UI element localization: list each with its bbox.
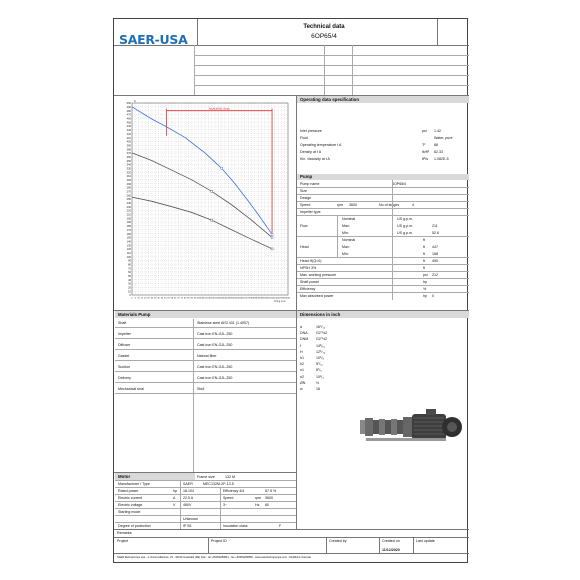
current-label: Electric current — [118, 496, 142, 500]
flow-min-value: 52.6 — [432, 231, 439, 235]
x-tick-label: 90 — [190, 297, 193, 300]
insulation-label: Insulation class — [223, 524, 248, 528]
y-tick-label: 180 — [126, 225, 131, 229]
impeller-type-label: Impeller type — [300, 210, 321, 214]
y-tick-label: 410 — [126, 136, 131, 140]
protection-value: IP 55 — [183, 524, 192, 528]
rated-power-label: Rated power — [118, 489, 139, 493]
head-h0-unit: ft — [423, 259, 425, 263]
rated-power-unit: hp — [173, 489, 177, 493]
x-tick-label: 70 — [177, 297, 180, 300]
materials-divider — [296, 310, 297, 530]
motor-speed-value: 3600 — [265, 496, 273, 500]
info-row-line — [194, 75, 469, 76]
y-tick-label: 370 — [126, 152, 131, 156]
x-tick-label: 190 — [256, 297, 260, 300]
company-address: SAER Elettropompe spa - 1 Circonvallazione, 23 - 42016 Guastalla (RE) Italy - tel +39052283841 - fax +39052283868 - www.saerelettropompe.com - Modifiche riservate — [117, 556, 312, 559]
operating-row-label: Operating temperature t A — [300, 143, 342, 147]
dimension-row-value: 16⁹/₁₆ — [316, 325, 326, 329]
x-tick-label: 65 — [173, 297, 177, 300]
y-tick-label: 90 — [128, 259, 131, 263]
frame-size-value: 132 M — [225, 475, 235, 479]
col-line — [193, 319, 194, 476]
col-line — [180, 480, 181, 529]
x-tick-label: 40 — [157, 297, 160, 300]
speed-value: 3600 — [349, 203, 357, 207]
motor-type-value: MEC132M-2P-13.5 — [203, 482, 234, 486]
y-tick-label: 420 — [126, 132, 131, 136]
operating-row-label: Fluid — [300, 136, 308, 140]
dimension-row-label: DNM — [300, 337, 309, 342]
head-label: Head — [300, 245, 309, 249]
technical-data-sheet — [113, 18, 468, 563]
dimension-row-value: 12⁵/₁₆ — [316, 349, 326, 354]
row-line — [297, 264, 469, 265]
hz-value: 60 — [265, 503, 269, 507]
y-tick-label: 70 — [128, 267, 131, 271]
x-tick-label: 140 — [223, 297, 227, 300]
row-line — [297, 201, 469, 202]
x-tick-label: 80 — [183, 297, 187, 300]
dimension-row-label: DNA — [300, 331, 308, 336]
efficiency-label: Efficiency — [300, 287, 316, 291]
y-tick-label: 10 — [128, 290, 131, 294]
last-update-label: Last update — [416, 539, 435, 543]
voltage-label: Electric voltage — [118, 503, 143, 507]
row-line — [297, 236, 469, 237]
x-tick-label: 225 — [279, 297, 284, 300]
y-tick-label: 200 — [126, 217, 131, 221]
row-line — [115, 327, 296, 328]
y-tick-label: 160 — [126, 232, 131, 236]
y-tick-label: 60 — [128, 271, 131, 275]
x-tick-label: 135 — [219, 297, 224, 300]
x-tick-label: 0 — [131, 297, 133, 300]
motor-title: Motor — [118, 474, 131, 479]
operating-row-value: 1.082E-5 — [434, 157, 449, 161]
y-tick-label: 480 — [126, 109, 131, 113]
unknown-label: Unknown — [183, 517, 198, 521]
y-tick-label: 300 — [126, 179, 131, 182]
row-line — [297, 285, 469, 286]
pump-name-value: 6OP65/4 — [392, 182, 407, 186]
x-tick-label: 75 — [180, 297, 184, 300]
material-row-label: Gasket — [118, 354, 130, 358]
materials-title: Materials Pump — [118, 312, 151, 317]
flow-nominal-label: Nominal — [342, 217, 356, 221]
x-tick-label: 230 — [282, 297, 287, 300]
row-line — [115, 360, 296, 361]
y-tick-label: 20 — [128, 286, 131, 290]
operating-row-unit: °F — [422, 143, 426, 147]
y-tick-label: 190 — [126, 221, 131, 225]
curve-point-marker — [211, 219, 213, 221]
operating-row-value: Water, pure — [434, 136, 453, 140]
x-tick-label: 60 — [170, 297, 174, 300]
speed-label: Speed — [300, 203, 311, 207]
head-max-value: 447 — [432, 245, 438, 249]
x-tick-label: 25 — [147, 297, 150, 300]
hz-label: Hz — [255, 503, 260, 507]
row-line — [297, 278, 469, 279]
x-tick-label: 165 — [239, 297, 244, 300]
x-tick-label: 160 — [236, 297, 241, 300]
x-tick-label: 35 — [154, 297, 157, 300]
footer-col — [413, 537, 414, 553]
y-tick-label: 350 — [126, 159, 131, 163]
voltage-value: 460V — [183, 503, 192, 507]
stages-label: No of stages — [379, 203, 400, 207]
operating-row-unit: psi — [422, 129, 427, 133]
material-row-label: Suction — [118, 365, 130, 369]
operating-row-label: Kin. viscosity at t A — [300, 157, 330, 161]
info-col-line — [194, 45, 195, 95]
y-tick-label: 30 — [128, 282, 131, 286]
y-tick-label: 0 — [129, 294, 131, 298]
x-tick-label: 10 — [137, 297, 140, 300]
dimension-row-value: G2"½2 — [316, 331, 328, 336]
row-line — [297, 292, 469, 293]
saer-usa-logo: SAER-USA — [119, 32, 188, 47]
y-tick-label: 490 — [126, 106, 131, 110]
footer-rule — [114, 529, 469, 530]
header-divider — [197, 19, 198, 45]
max-power-unit: hp — [423, 294, 427, 298]
y-tick-label: 130 — [126, 244, 131, 248]
x-tick-label: 185 — [252, 297, 257, 300]
y-tick-label: 50 — [128, 275, 131, 278]
row-line — [297, 187, 469, 188]
y-tick-label: 260 — [126, 194, 131, 198]
dimension-row-label: w — [300, 387, 303, 391]
dimension-row-value: 5⁷/₁₆ — [316, 362, 323, 367]
max-power-value: 0 — [432, 294, 434, 298]
x-tick-label: 155 — [233, 297, 237, 300]
manufacturer-label: Manufacturer / Type — [118, 482, 150, 486]
applicability-range-label: Applicability range — [208, 107, 230, 111]
x-tick-label: 210 — [269, 297, 274, 300]
pump-title: Pump — [300, 174, 313, 179]
motor-speed-label: Speed — [223, 496, 234, 500]
y-tick-label: 470 — [126, 113, 131, 117]
x-tick-label: 205 — [266, 297, 270, 300]
head-unit: ft — [423, 238, 425, 242]
x-tick-label: 50 — [163, 297, 167, 300]
dimension-row-label: a — [300, 325, 302, 329]
col-line — [392, 180, 393, 300]
flow-max-value: 211 — [432, 224, 438, 228]
head-nominal-label: Nominal — [342, 238, 356, 242]
material-row-label: Shaft — [118, 321, 127, 325]
row-line — [115, 393, 296, 394]
curve-point-marker — [271, 233, 273, 235]
row-line — [115, 382, 296, 383]
x-tick-label: 145 — [226, 297, 231, 300]
dimension-row-label: h1 — [300, 356, 304, 360]
x-tick-label: 180 — [249, 297, 254, 300]
x-tick-label: 235 — [286, 297, 290, 300]
row-line — [297, 271, 469, 272]
x-tick-label: 170 — [243, 297, 247, 300]
flow-unit-min: US g.p.m. — [397, 231, 413, 235]
dimensions-title: Dimensions in inch — [300, 312, 341, 317]
model-title: 6OP65/4 — [311, 33, 337, 40]
material-row-label: Diffuser — [118, 343, 131, 347]
row-line — [297, 215, 469, 216]
project-id-label: Project ID — [211, 539, 227, 543]
x-tick-label: 105 — [199, 297, 204, 300]
material-row-value: Stainless steel AISI 431 (1.4057) — [197, 321, 250, 325]
dimension-row-value: 10¹/₄ — [316, 374, 324, 379]
x-tick-label: 115 — [206, 297, 211, 300]
insulation-value: F — [279, 524, 282, 528]
y-tick-label: 220 — [126, 209, 131, 213]
size-label: Size — [300, 189, 307, 193]
footer-col — [208, 537, 209, 553]
shaft-power-unit: hp — [423, 280, 427, 284]
row-line — [115, 349, 296, 350]
pump-table — [297, 180, 469, 310]
operating-row-value: 1.42 — [434, 129, 441, 133]
flow-label: Flow — [300, 224, 308, 228]
y-tick-label: 290 — [126, 182, 131, 186]
design-label: Design — [300, 196, 312, 200]
flow-max-label: Max: — [342, 224, 350, 228]
head-max-label: Max: — [342, 245, 350, 249]
phase-value: 3~ — [223, 503, 228, 507]
dimension-row-value: 16 — [316, 387, 320, 391]
x-tick-label: 125 — [213, 297, 217, 300]
y-axis-unit-label: ft — [134, 100, 136, 103]
operating-row-unit: lb/ft³ — [422, 150, 429, 154]
material-row-value: Cast iron EN-GJL-250 — [197, 332, 233, 336]
protection-label: Degree of protection — [118, 524, 151, 528]
dimension-row-label: ØN — [300, 380, 306, 385]
footer-col — [326, 537, 327, 553]
y-tick-label: 210 — [126, 213, 131, 217]
material-row-value: Cast iron EN-GJL-250 — [197, 343, 233, 347]
row-line — [115, 522, 296, 523]
y-tick-label: 320 — [126, 171, 131, 175]
dimension-row-label: H — [300, 349, 303, 354]
y-tick-label: 340 — [126, 163, 131, 167]
current-value: 22.5 A — [183, 496, 194, 500]
y-tick-label: 150 — [126, 236, 131, 240]
frame-size-label: Frame size — [197, 475, 215, 479]
x-tick-label: 175 — [246, 297, 250, 300]
y-tick-label: 80 — [128, 263, 131, 267]
operating-row-label: Inlet pressure — [300, 129, 322, 133]
info-col-line — [352, 45, 353, 95]
curve-point-marker — [211, 190, 213, 192]
flow-unit-max: US g.p.m. — [397, 224, 413, 228]
info-row-line — [194, 85, 469, 86]
material-row-label: Mechanical seal — [118, 387, 144, 391]
x-tick-label: 195 — [259, 297, 264, 300]
x-tick-label: 30 — [150, 297, 154, 300]
y-tick-label: 430 — [126, 129, 131, 133]
x-tick-label: 200 — [262, 297, 267, 300]
y-tick-label: 140 — [126, 240, 131, 244]
x-tick-label: 5 — [134, 297, 136, 300]
y-tick-label: 330 — [126, 167, 131, 171]
pump-name-label: Pump name — [300, 182, 320, 186]
dimension-row-label: n1 — [300, 368, 304, 373]
operating-row-label: Density at t A — [300, 150, 322, 154]
max-power-label: Max absorbed power — [300, 294, 334, 298]
x-tick-label: 150 — [229, 297, 234, 300]
dimension-row-value: 8⁷/₈ — [316, 368, 322, 373]
row-line — [115, 338, 296, 339]
y-tick-label: 440 — [126, 125, 131, 129]
row-line — [115, 494, 296, 495]
dimension-row-value: 14³/₁₆ — [316, 343, 325, 348]
x-tick-label: 120 — [209, 297, 214, 300]
efficiency-44-label: Efficiency 4/4 — [223, 489, 245, 493]
y-tick-label: 240 — [126, 202, 131, 206]
current-unit: A — [173, 496, 176, 500]
speed-unit: rpm — [337, 203, 344, 207]
y-tick-label: 460 — [126, 117, 131, 121]
x-tick-label: 55 — [167, 297, 170, 300]
manufacturer-value: SAER — [183, 482, 193, 486]
curve-point-marker — [271, 236, 273, 238]
dimension-row-label: n2 — [300, 374, 304, 379]
y-tick-label: 360 — [126, 155, 131, 159]
x-tick-label: 220 — [276, 297, 280, 300]
material-row-label: Impeller — [118, 332, 131, 336]
operating-row-unit: ft²/s — [422, 157, 428, 161]
x-tick-label: 100 — [196, 297, 201, 300]
npsh-label: NPSH 3% — [300, 266, 317, 270]
starting-mode-label: Starting mode — [118, 510, 141, 514]
y-tick-label: 230 — [126, 205, 131, 209]
head-min-value: 158 — [432, 252, 438, 256]
header-divider-right — [437, 19, 438, 45]
max-pressure-label: Max. working pressure — [300, 273, 337, 277]
row-line — [115, 371, 296, 372]
max-pressure-unit: psi — [423, 273, 428, 277]
y-tick-label: 40 — [128, 278, 131, 282]
curve-point-marker — [271, 248, 273, 250]
curve-point-marker — [221, 167, 223, 169]
material-row-value: Std4 — [197, 387, 205, 391]
y-tick-label: 390 — [126, 144, 131, 148]
x-tick-label: 15 — [140, 297, 144, 300]
efficiency-unit: % — [423, 287, 427, 291]
dimension-row-value: 10⁵/₈ — [316, 356, 324, 360]
performance-curve-chart — [116, 97, 294, 307]
row-line — [297, 257, 469, 258]
dimension-row-value: G2"½2 — [316, 337, 328, 342]
x-tick-label: 45 — [160, 297, 164, 300]
footer-rule — [114, 537, 469, 538]
x-tick-label: 130 — [216, 297, 221, 300]
project-label: Project — [117, 539, 129, 543]
head-unit-min: ft — [423, 252, 425, 256]
flow-min-label: Min: — [342, 231, 349, 235]
motor-speed-unit: rpm — [255, 496, 262, 500]
col-line — [220, 487, 221, 529]
max-pressure-value: 212 — [432, 273, 438, 277]
operating-title: Operating data specification — [300, 97, 360, 102]
info-col-line — [324, 45, 325, 95]
y-tick-label: 270 — [126, 190, 131, 194]
row-line — [115, 487, 296, 488]
y-tick-label: 380 — [126, 148, 131, 152]
header-bottom-rule — [114, 45, 469, 46]
row-line — [297, 208, 469, 209]
created-on-value: 11/12/2020 — [382, 548, 400, 552]
operating-row-value: 68 — [434, 143, 438, 147]
voltage-unit: V — [173, 503, 176, 507]
footer-col — [379, 537, 380, 553]
npsh-unit: ft — [423, 266, 425, 270]
y-tick-label: 170 — [126, 228, 131, 232]
col-line — [337, 215, 338, 257]
y-tick-label: 310 — [126, 175, 131, 179]
created-by-label: Created by — [329, 539, 347, 543]
shaft-power-label: Shaft power — [300, 280, 320, 284]
material-row-value: Cast iron EN-GJL-250 — [197, 376, 233, 380]
material-row-label: Delivery — [118, 376, 131, 380]
stages-value: 4 — [412, 203, 414, 207]
footer-rule — [114, 553, 469, 554]
y-tick-label: 500 — [126, 102, 131, 106]
x-tick-label: 85 — [187, 297, 190, 300]
x-tick-label: 20 — [144, 297, 147, 300]
head-unit-max: ft — [423, 245, 425, 249]
row-line — [115, 515, 296, 516]
material-row-value: Natural fiber — [197, 354, 217, 358]
y-tick-label: 110 — [126, 251, 131, 255]
y-tick-label: 100 — [126, 255, 131, 259]
dimension-row-label: h2 — [300, 362, 304, 367]
material-row-value: Cast iron EN-GJL-250 — [197, 365, 233, 369]
created-on-label: Created on — [382, 539, 400, 543]
head-h0-value: 490 — [432, 259, 438, 263]
row-line — [115, 508, 296, 509]
y-tick-label: 450 — [126, 121, 131, 125]
rated-power-value: 18.104 — [183, 489, 194, 493]
remarks-label: Remarks: — [117, 531, 133, 535]
row-line — [297, 194, 469, 195]
efficiency-44-value: 87.5 % — [265, 489, 277, 493]
head-min-label: Min: — [342, 252, 349, 256]
row-line — [115, 480, 296, 481]
row-line — [115, 501, 296, 502]
x-tick-label: 110 — [203, 297, 207, 300]
dimension-row-label: f — [300, 343, 301, 348]
pump-drawing — [358, 404, 463, 452]
y-tick-label: 120 — [126, 248, 131, 252]
dimension-row-value: ½ — [316, 380, 319, 385]
info-row-line — [194, 65, 469, 66]
x-tick-label: 95 — [193, 297, 197, 300]
x-tick-label: 215 — [272, 297, 277, 300]
operating-row-value: 62.33 — [434, 150, 443, 154]
y-tick-label: 250 — [126, 198, 131, 202]
y-tick-label: 400 — [126, 140, 131, 144]
x-axis-unit-label: U.S.g.p.m. — [273, 300, 286, 303]
head-h0-label: Head H(Q=0) — [300, 259, 322, 263]
info-row-line — [194, 55, 469, 56]
page-title: Technical data — [303, 24, 345, 30]
flow-unit: US g.p.m. — [397, 217, 413, 221]
y-tick-label: 280 — [126, 186, 131, 190]
